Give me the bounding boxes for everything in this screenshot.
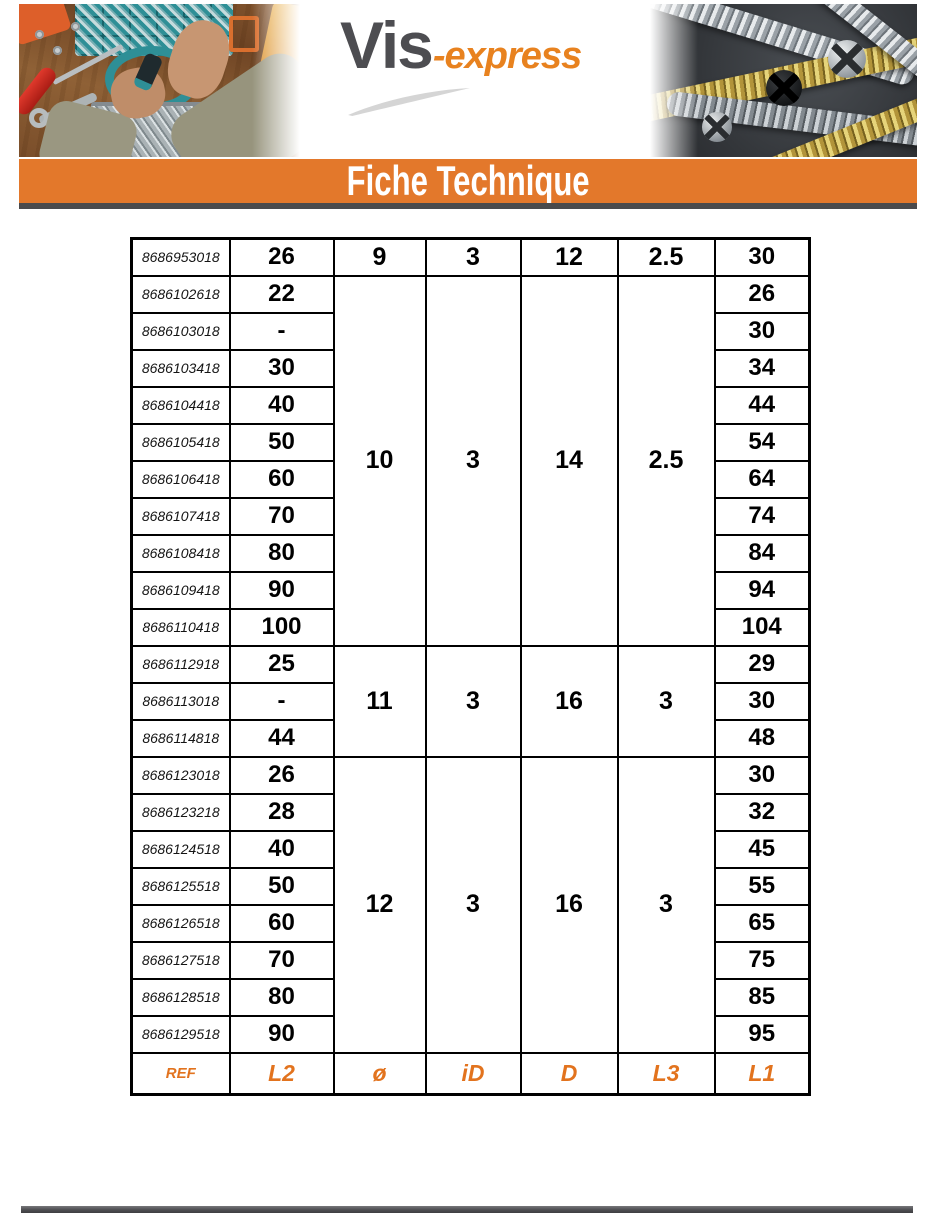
ref-cell: 8686124518 [132, 831, 230, 868]
l2-cell: 60 [230, 461, 334, 498]
workbench-photo [19, 4, 300, 157]
l1-cell: 64 [715, 461, 810, 498]
l1-cell: 32 [715, 794, 810, 831]
inner-diameter-cell: 3 [426, 757, 521, 1053]
ref-cell: 8686114818 [132, 720, 230, 757]
spec-table-body [132, 239, 810, 1095]
column-label-l1: L1 [715, 1053, 810, 1095]
l1-cell: 48 [715, 720, 810, 757]
ref-cell: 8686102618 [132, 276, 230, 313]
logo-text-vis: Vis [340, 8, 432, 82]
d-cell: 12 [521, 239, 618, 276]
ref-cell: 8686123218 [132, 794, 230, 831]
l1-cell: 45 [715, 831, 810, 868]
screws-photo [650, 4, 917, 157]
l1-cell: 29 [715, 646, 810, 683]
diameter-cell: 12 [334, 757, 426, 1053]
l1-cell: 30 [715, 313, 810, 350]
l2-cell: 90 [230, 572, 334, 609]
ref-cell: 8686953018 [132, 239, 230, 276]
table-row [132, 239, 810, 276]
l1-cell: 54 [715, 424, 810, 461]
ref-cell: 8686107418 [132, 498, 230, 535]
l2-cell: 28 [230, 794, 334, 831]
nut-shape [53, 46, 62, 55]
ref-cell: 8686103418 [132, 350, 230, 387]
l1-cell: 55 [715, 868, 810, 905]
l2-cell: 40 [230, 831, 334, 868]
header [19, 4, 917, 157]
l1-cell: 34 [715, 350, 810, 387]
table-row [132, 276, 810, 313]
inner-diameter-cell: 3 [426, 646, 521, 757]
l1-cell: 74 [715, 498, 810, 535]
l1-cell: 104 [715, 609, 810, 646]
inner-diameter-cell: 3 [426, 276, 521, 646]
l1-cell: 94 [715, 572, 810, 609]
column-label-l3: L3 [618, 1053, 715, 1095]
ref-cell: 8686105418 [132, 424, 230, 461]
orange-tool-shape [19, 4, 72, 46]
column-label-ref: REF [132, 1053, 230, 1095]
ref-cell: 8686106418 [132, 461, 230, 498]
screw-head-icon [766, 70, 802, 106]
d-cell: 16 [521, 646, 618, 757]
nut-shape [35, 30, 44, 39]
ref-cell: 8686104418 [132, 387, 230, 424]
l1-cell: 30 [715, 683, 810, 720]
logo-text-express: -express [432, 35, 582, 77]
column-label-d: D [521, 1053, 618, 1095]
l2-cell: 80 [230, 979, 334, 1016]
l2-cell: - [230, 313, 334, 350]
inner-diameter-cell: 3 [426, 239, 521, 276]
d-cell: 16 [521, 757, 618, 1053]
l2-cell: 100 [230, 609, 334, 646]
column-label-row [132, 1053, 810, 1095]
column-label-l2: L2 [230, 1053, 334, 1095]
diameter-cell: 11 [334, 646, 426, 757]
l1-cell: 44 [715, 387, 810, 424]
ref-cell: 8686113018 [132, 683, 230, 720]
l3-cell: 2.5 [618, 276, 715, 646]
screw-head-icon [828, 40, 866, 78]
l3-cell: 2.5 [618, 239, 715, 276]
l2-cell: 90 [230, 1016, 334, 1053]
brand-logo [340, 8, 582, 82]
ref-cell: 8686129518 [132, 1016, 230, 1053]
ref-cell: 8686127518 [132, 942, 230, 979]
l2-cell: 50 [230, 424, 334, 461]
l1-cell: 85 [715, 979, 810, 1016]
yellow-tool-shape [257, 4, 300, 87]
ref-cell: 8686125518 [132, 868, 230, 905]
ref-cell: 8686123018 [132, 757, 230, 794]
d-cell: 14 [521, 276, 618, 646]
l3-cell: 3 [618, 757, 715, 1053]
diameter-cell: 10 [334, 276, 426, 646]
spec-table [130, 237, 811, 1096]
small-parts-box-shape [229, 16, 259, 52]
l2-cell: - [230, 683, 334, 720]
l1-cell: 26 [715, 276, 810, 313]
logo-swoosh-icon [346, 86, 472, 116]
l2-cell: 70 [230, 498, 334, 535]
l1-cell: 30 [715, 757, 810, 794]
l2-cell: 25 [230, 646, 334, 683]
ref-cell: 8686109418 [132, 572, 230, 609]
page-title: Fiche Technique [346, 159, 590, 203]
table-row [132, 646, 810, 683]
l2-cell: 50 [230, 868, 334, 905]
table-row [132, 757, 810, 794]
l1-cell: 75 [715, 942, 810, 979]
bottom-rule [21, 1206, 913, 1213]
ref-cell: 8686110418 [132, 609, 230, 646]
l2-cell: 26 [230, 239, 334, 276]
l1-cell: 65 [715, 905, 810, 942]
l2-cell: 44 [230, 720, 334, 757]
ref-cell: 8686126518 [132, 905, 230, 942]
nut-shape [71, 22, 80, 31]
l2-cell: 40 [230, 387, 334, 424]
l2-cell: 30 [230, 350, 334, 387]
l3-cell: 3 [618, 646, 715, 757]
ref-cell: 8686103018 [132, 313, 230, 350]
ref-cell: 8686128518 [132, 979, 230, 1016]
banner-shadow-bar [19, 203, 917, 209]
logo-panel [300, 4, 650, 157]
l1-cell: 30 [715, 239, 810, 276]
diameter-cell: 9 [334, 239, 426, 276]
screw-head-icon [702, 112, 732, 142]
l2-cell: 70 [230, 942, 334, 979]
l1-cell: 95 [715, 1016, 810, 1053]
ref-cell: 8686108418 [132, 535, 230, 572]
column-label-ø: ø [334, 1053, 426, 1095]
ref-cell: 8686112918 [132, 646, 230, 683]
l2-cell: 26 [230, 757, 334, 794]
title-banner [19, 159, 917, 203]
l2-cell: 22 [230, 276, 334, 313]
column-label-id: iD [426, 1053, 521, 1095]
l1-cell: 84 [715, 535, 810, 572]
l2-cell: 80 [230, 535, 334, 572]
l2-cell: 60 [230, 905, 334, 942]
